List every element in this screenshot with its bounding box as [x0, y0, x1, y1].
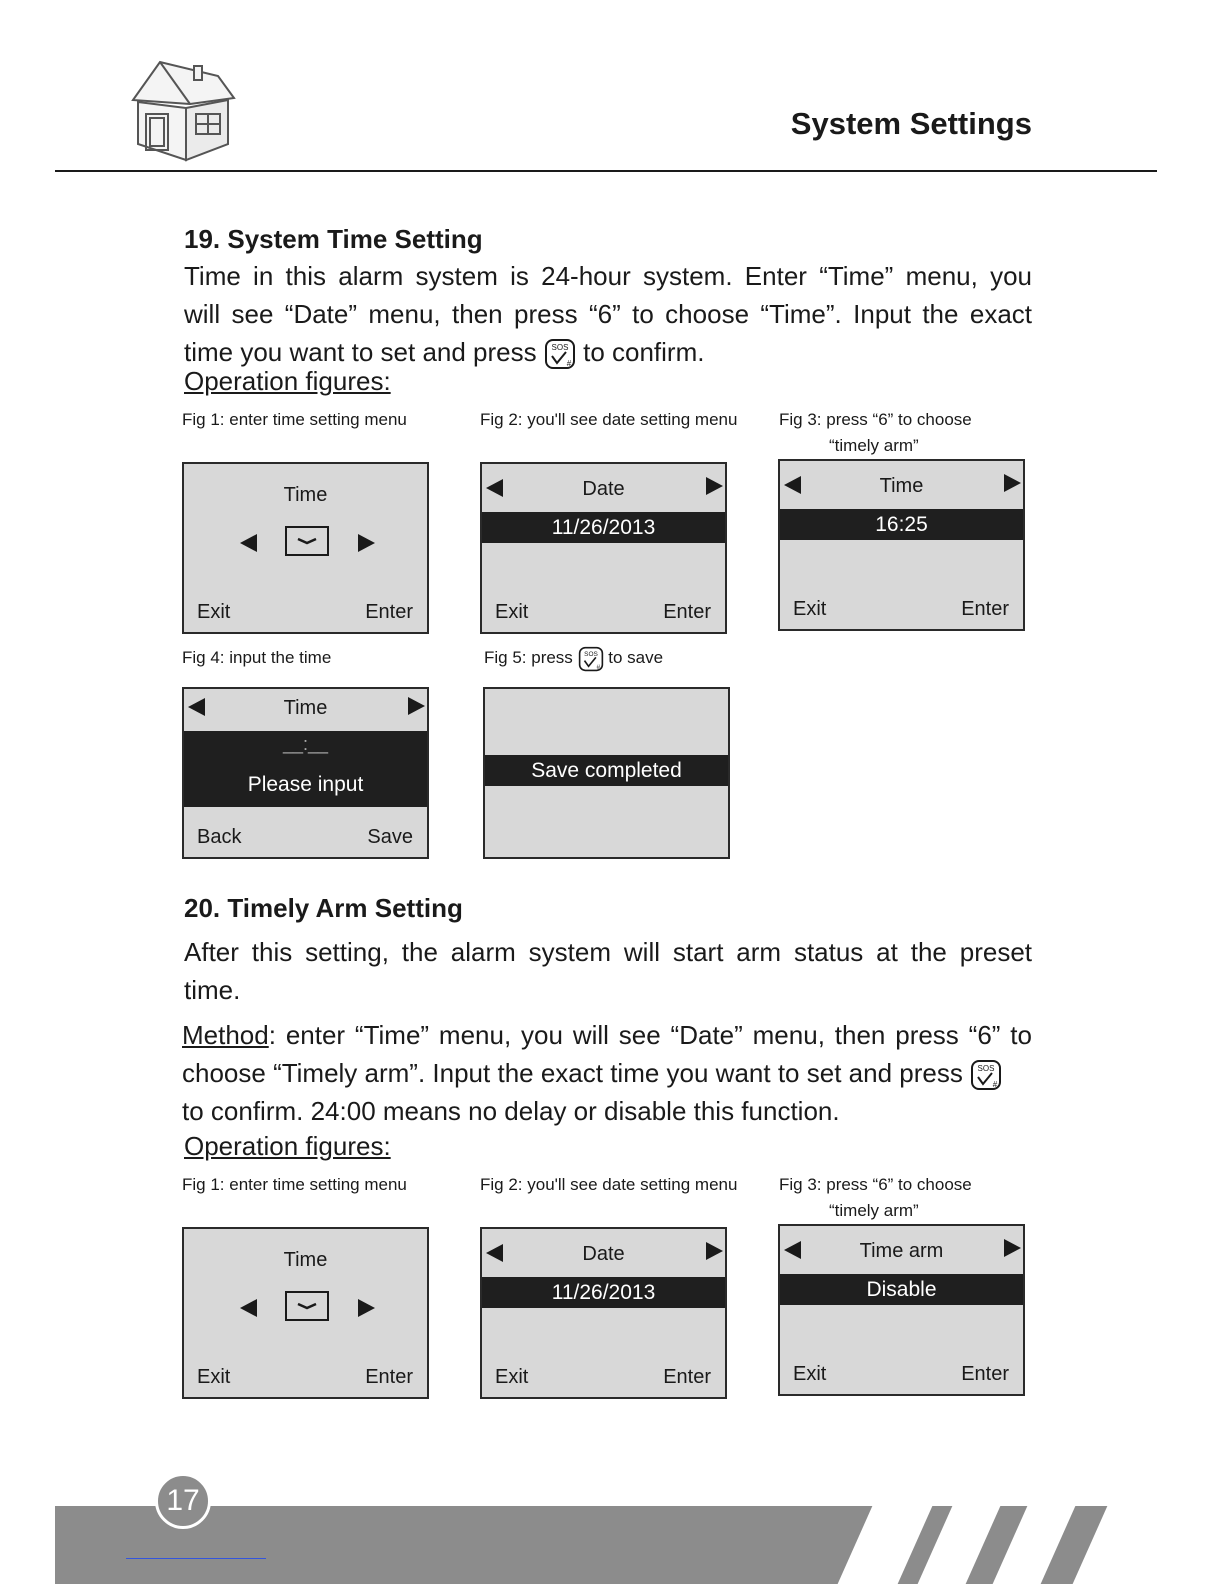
method-label: Method: [182, 1020, 269, 1050]
section-20-operation-figures-label: Operation figures:: [184, 1131, 391, 1161]
lcd-right-softkey: Enter: [663, 601, 711, 623]
lcd-left-softkey: Back: [197, 826, 242, 848]
svg-text:SOS: SOS: [551, 343, 569, 353]
s20-fig2-caption: Fig 2: you'll see date setting menu: [480, 1175, 738, 1194]
lcd-left-softkey: Exit: [495, 1366, 529, 1388]
lcd-title: Time: [879, 475, 924, 497]
section-19-line-2: will see “Date” menu, then press “6” to choose “Time”. Input the exact: [184, 299, 1032, 329]
section-20-line-4: [182, 1054, 1032, 1092]
sos-key-icon: [970, 1059, 1002, 1091]
s20-fig1-caption: Fig 1: enter time setting menu: [182, 1175, 407, 1194]
header-divider: [55, 170, 1157, 172]
svg-text:#: #: [596, 663, 600, 671]
footer-bar: [55, 1506, 1157, 1584]
section-20-line-3-text: : enter “Time” menu, you will see “Date” menu, then press “6” to: [268, 1020, 1032, 1050]
lcd-left-softkey: Exit: [793, 1363, 827, 1385]
lcd-title: Date: [582, 478, 625, 500]
lcd-right-softkey: Enter: [663, 1366, 711, 1388]
lcd-input-area: [184, 731, 427, 807]
s19-fig1-caption: Fig 1: enter time setting menu: [182, 410, 407, 429]
lcd-right-softkey: Enter: [365, 1366, 413, 1388]
footer-stripe: [993, 1506, 1076, 1584]
s19-fig5-caption-end: to save: [608, 648, 664, 667]
left-arrow-icon: [240, 534, 257, 552]
s19-fig3-screen: [778, 459, 1025, 631]
s19-fig2-caption: Fig 2: you'll see date setting menu: [480, 410, 738, 429]
section-20-line-3: [182, 1016, 1032, 1054]
s20-fig2-screen: [480, 1227, 727, 1399]
s20-fig3-screen: [778, 1224, 1025, 1396]
lcd-selected-value: 16:25: [780, 509, 1023, 540]
s20-fig3-caption-line-1: Fig 3: press “6” to choose: [779, 1175, 972, 1194]
svg-text:#: #: [566, 359, 572, 369]
s19-fig1-screen: [182, 462, 429, 634]
right-arrow-icon: [706, 477, 723, 495]
right-arrow-icon: [358, 534, 375, 552]
lcd-time-placeholder: __:__: [282, 734, 329, 754]
s19-fig3-caption-line-1: Fig 3: press “6” to choose: [779, 410, 972, 429]
house-icon: [128, 58, 238, 162]
page-number: 17: [155, 1473, 211, 1529]
lcd-right-softkey: Enter: [961, 598, 1009, 620]
section-19-operation-figures-label: Operation figures:: [184, 366, 391, 396]
lcd-left-softkey: Exit: [197, 1366, 231, 1388]
left-arrow-icon: [240, 1299, 257, 1317]
lcd-right-softkey: Enter: [365, 601, 413, 623]
right-arrow-icon: [358, 1299, 375, 1317]
right-arrow-icon: [1004, 474, 1021, 492]
s19-fig4-screen: [182, 687, 429, 859]
footer-link-underline: [126, 1558, 266, 1559]
section-19-line-1: Time in this alarm system is 24-hour system. Enter “Time” menu, you: [184, 261, 1032, 291]
svg-text:SOS: SOS: [583, 650, 598, 658]
section-20-body: [184, 933, 1032, 1009]
lcd-title: Time: [283, 697, 328, 719]
lcd-title: Time arm: [859, 1240, 944, 1262]
sos-key-icon: [578, 646, 604, 672]
lcd-right-softkey: Save: [367, 826, 413, 848]
right-arrow-icon: [706, 1242, 723, 1260]
footer-stripe: [1073, 1506, 1157, 1584]
page-header-title: System Settings: [790, 106, 1032, 141]
s19-fig3-caption-line-2: “timely arm”: [829, 436, 919, 455]
footer-stripe: [838, 1506, 933, 1584]
section-20-line-1: After this setting, the alarm system will start arm status at the preset: [184, 937, 1032, 967]
s19-fig5-screen: [483, 687, 730, 859]
section-20-line-2: time.: [184, 975, 241, 1005]
s19-fig4-caption: Fig 4: input the time: [182, 648, 332, 667]
lcd-save-message: Save completed: [485, 755, 728, 786]
s19-fig5-caption: [484, 645, 663, 672]
section-20-line-4-text: choose “Timely arm”. Input the exact time you want to set and press: [182, 1058, 963, 1088]
section-19-body: [184, 257, 1032, 371]
section-20-line-5: to confirm. 24:00 means no delay or disable this function.: [182, 1096, 840, 1126]
svg-text:SOS: SOS: [977, 1064, 995, 1074]
section-20-title: 20. Timely Arm Setting: [184, 893, 463, 923]
s20-fig1-screen: [182, 1227, 429, 1399]
s20-fig3-caption-line-2: “timely arm”: [829, 1201, 919, 1220]
lcd-selected-value: 11/26/2013: [482, 512, 725, 543]
lcd-selected-value: Disable: [780, 1274, 1023, 1305]
sos-key-icon: [544, 338, 576, 370]
footer-stripe: [918, 1506, 1001, 1584]
lcd-title: Time: [283, 484, 328, 506]
lcd-left-softkey: Exit: [197, 601, 231, 623]
lcd-selected-value: 11/26/2013: [482, 1277, 725, 1308]
section-19-line-3-start: time you want to set and press: [184, 337, 537, 367]
s19-fig5-caption-start: Fig 5: press: [484, 648, 573, 667]
lcd-right-softkey: Enter: [961, 1363, 1009, 1385]
clock-icon: [285, 526, 329, 556]
lcd-left-softkey: Exit: [793, 598, 827, 620]
svg-text:#: #: [992, 1080, 998, 1090]
lcd-title: Date: [582, 1243, 625, 1265]
clock-icon: [285, 1291, 329, 1321]
section-19-title: 19. System Time Setting: [184, 224, 483, 254]
lcd-left-softkey: Exit: [495, 601, 529, 623]
section-19-line-3-end: to confirm.: [583, 337, 705, 367]
lcd-title: Time: [283, 1249, 328, 1271]
right-arrow-icon: [1004, 1239, 1021, 1257]
section-20-method: [182, 1016, 1032, 1130]
lcd-input-prompt: Please input: [247, 773, 364, 796]
s19-fig2-screen: [480, 462, 727, 634]
right-arrow-icon: [408, 697, 425, 715]
